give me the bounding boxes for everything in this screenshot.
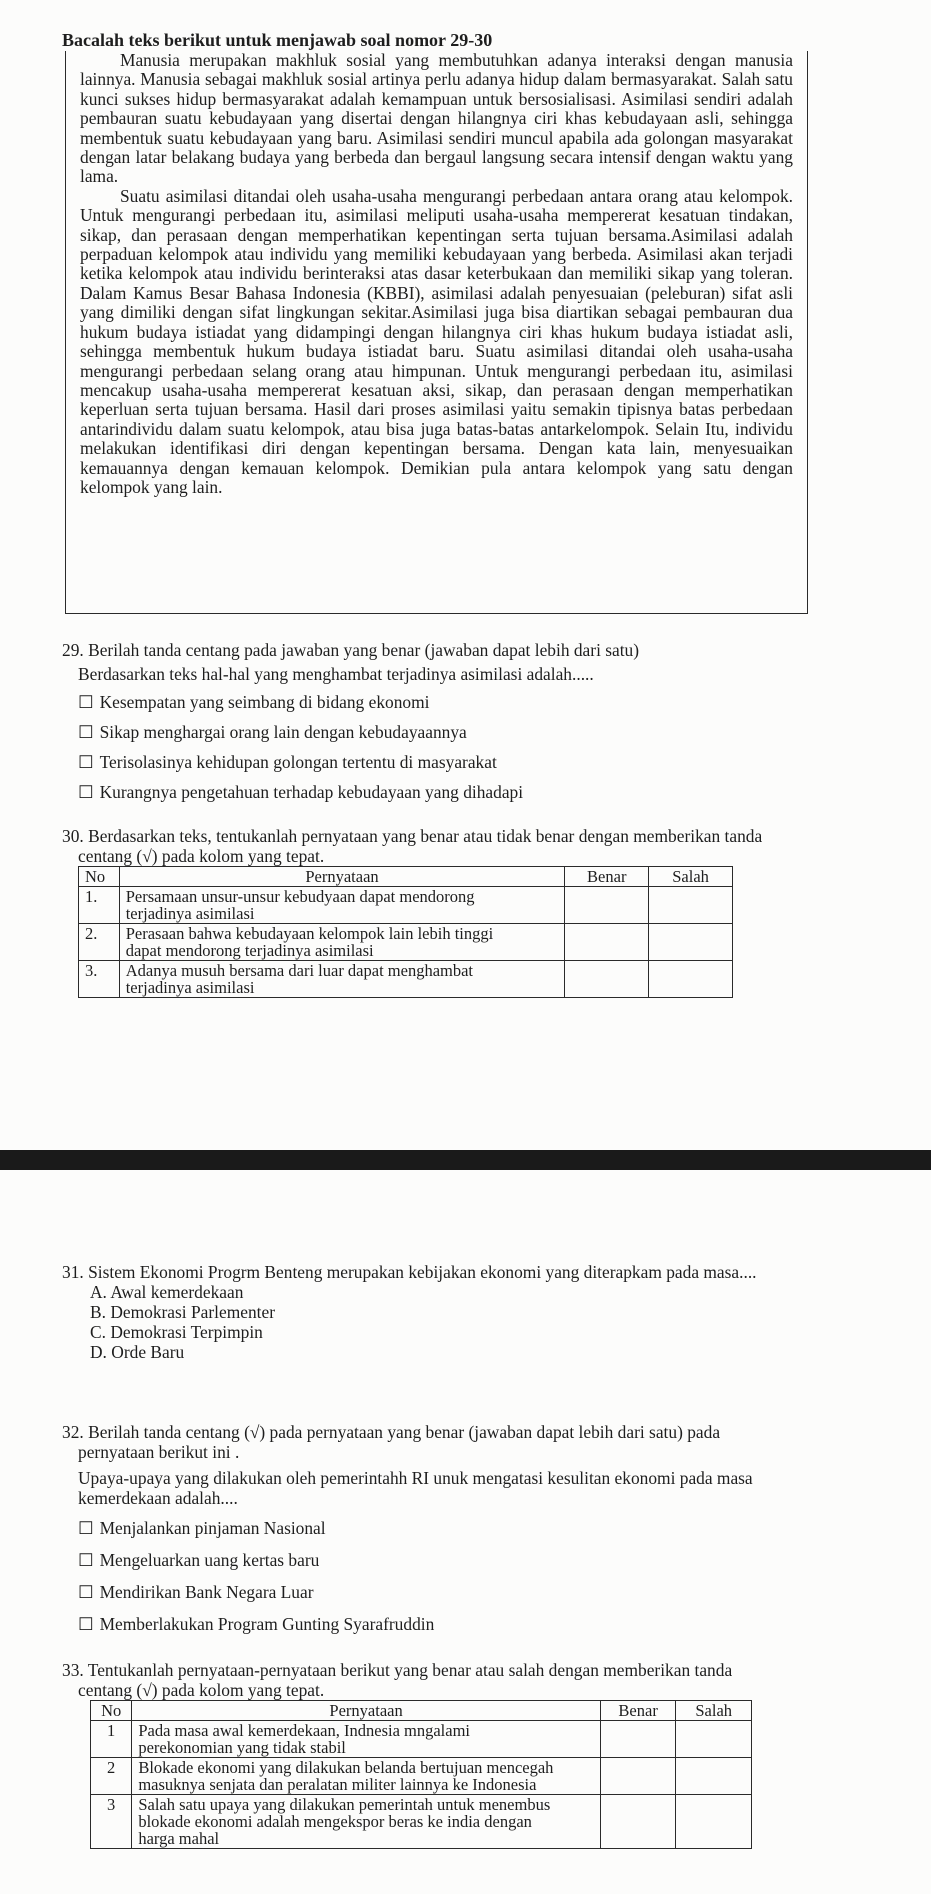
option-label: Awal kemerdekaan [110,1282,244,1302]
question-number: 32. [62,1422,84,1442]
header-true: Benar [565,867,649,887]
q32-option-4[interactable] [78,1614,434,1634]
question-number: 33. [62,1660,84,1680]
option-label: Mendirikan Bank Negara Luar [99,1582,314,1602]
table-row [91,1721,752,1758]
row-statement [132,1795,601,1849]
statement-line: Pada masa awal kemerdekaan, Indnesia mngalami [138,1721,471,1740]
question-number: 30. [62,826,84,846]
q30-table [78,866,733,998]
question-32-text-cont: pernyataan berikut ini . [78,1442,240,1462]
statement-line: terjadinya asimilasi [125,978,255,997]
true-cell[interactable] [600,1721,676,1758]
header-no: No [79,867,120,887]
true-cell[interactable] [565,887,649,924]
q31-option-c[interactable] [90,1322,263,1342]
option-label: Orde Baru [111,1342,185,1362]
statement-line: Persamaan unsur-unsur kebudyaan dapat mendorong [125,887,475,906]
checkbox-icon[interactable]: ☐ [78,1518,94,1538]
row-number: 2. [79,924,120,961]
page-divider [0,1150,931,1170]
passage-box [65,51,808,614]
option-label: Kesempatan yang seimbang di bidang ekonomi [99,692,430,712]
header-statement: Pernyataan [119,867,565,887]
header-statement: Pernyataan [132,1701,601,1721]
statement-line: Blokade ekonomi yang dilakukan belanda bertujuan mencegah [138,1758,554,1777]
passage-paragraph-2: Suatu asimilasi ditandai oleh usaha-usaha mengurangi perbedaan antara orang atau kelompok. Untuk mengurangi perbedaan itu, asimilasi meliputi usaha-usaha mempererat kesatuan tindakan, sikap, dan perasaan dengan memperhatikan kepentingan serta tujuan bersama.Asimilasi adalah perpaduan kelompok atau individu yang memiliki kebudayaan yang berbeda. Asimilasi akan terjadi ketika kelompok atau individu berinteraksi atas dasar keterbukaan dan memiliki sikap yang toleran. Dalam Kamus Besar Bahasa Indonesia (KBBI), asimilasi adalah penyesuaian (peleburan) sifat asli yang dimiliki dengan sifat lingkungan sekitar.Asimilasi juga bisa diartikan sebagai pembauran dua hukum budaya istiadat yang didampingi dengan hilangnya ciri khas hukum budaya istiadat asli, sehingga membentuk hukum budaya istiadat baru. Suatu asimilasi ditandai oleh usaha-usaha mengurangi perbedaan selang orang atau himpunan. Untuk mengurangi perbedaan itu, asimilasi mencakup usaha-usaha mempererat kesatuan aksi, sikap, dan perasaan dengan memperhatikan keperluan serta tujuan bersama. Hasil dari proses asimilasi yaitu semakin tipisnya batas perbedaan antarindividu dalam suatu kelompok, atau bisa juga batas-batas antarkelompok. Selain Itu, individu melakukan identifikasi diri dengan kepentingan bersama. Dengan kata lain, menyesuaikan kemauannya dengan kemauan kelompok. Demikian pula antara kelompok yang satu dengan kelompok yang lain. [80,185,793,497]
q32-option-3[interactable] [78,1582,314,1602]
table-header-row [79,867,733,887]
question-32-stem-1: Upaya-upaya yang dilakukan oleh pemerintahh RI unuk mengatasi kesulitan ekonomi pada masa [78,1468,753,1488]
header-false: Salah [676,1701,752,1721]
checkbox-icon[interactable]: ☐ [78,692,94,712]
false-cell[interactable] [676,1758,752,1795]
row-statement [132,1758,601,1795]
question-text: Tentukanlah pernyataan-pernyataan berikut yang benar atau salah dengan memberikan tanda [87,1660,733,1680]
header-false: Salah [649,867,733,887]
table-header-row [91,1701,752,1721]
row-statement [119,887,565,924]
q31-option-d[interactable] [90,1342,184,1362]
question-31 [62,1262,822,1282]
option-label: Demokrasi Parlementer [110,1302,275,1322]
question-number: 31. [62,1262,84,1282]
q32-option-2[interactable] [78,1550,319,1570]
row-number: 1 [91,1721,132,1758]
passage-instruction: Bacalah teks berikut untuk menjawab soal nomor 29-30 [62,30,493,50]
option-label: Menjalankan pinjaman Nasional [99,1518,326,1538]
checkbox-icon[interactable]: ☐ [78,1550,94,1570]
false-cell[interactable] [676,1721,752,1758]
question-32-stem-2: kemerdekaan adalah.... [78,1488,238,1508]
checkbox-icon[interactable]: ☐ [78,722,94,742]
statement-line: harga mahal [138,1829,220,1848]
row-number: 3. [79,961,120,998]
statement-line: Perasaan bahwa kebudayaan kelompok lain lebih tinggi [125,924,494,943]
checkbox-icon[interactable]: ☐ [78,1582,94,1602]
question-text: Berilah tanda centang pada jawaban yang benar (jawaban dapat lebih dari satu) [88,640,640,660]
option-letter: C. [90,1322,106,1342]
header-no: No [91,1701,132,1721]
statement-line: Adanya musuh bersama dari luar dapat menghambat [125,961,474,980]
row-number: 2 [91,1758,132,1795]
row-statement [119,961,565,998]
statement-line: blokade ekonomi adalah mengekspor beras ke india dengan [138,1812,532,1831]
option-letter: A. [90,1282,107,1302]
q31-option-a[interactable] [90,1282,243,1302]
table-row [91,1758,752,1795]
q32-option-1[interactable] [78,1518,326,1538]
row-number: 3 [91,1795,132,1849]
row-number: 1. [79,887,120,924]
false-cell[interactable] [649,887,733,924]
option-label: Terisolasinya kehidupan golongan tertentu di masyarakat [99,752,497,772]
question-33 [62,1660,822,1680]
checkbox-icon[interactable]: ☐ [78,752,94,772]
q31-option-b[interactable] [90,1302,275,1322]
option-label: Memberlakukan Program Gunting Syarafruddin [99,1614,435,1634]
statement-line: perekonomian yang tidak stabil [138,1738,346,1757]
table-row [91,1795,752,1849]
true-cell[interactable] [600,1758,676,1795]
table-row [79,961,733,998]
question-29-stem: Berdasarkan teks hal-hal yang menghambat terjadinya asimilasi adalah..... [78,664,594,684]
row-statement [132,1721,601,1758]
false-cell[interactable] [649,924,733,961]
true-cell[interactable] [565,924,649,961]
statement-line: Salah satu upaya yang dilakukan pemerintah untuk menembus [138,1795,551,1814]
checkbox-icon[interactable]: ☐ [78,1614,94,1634]
option-label: Kurangnya pengetahuan terhadap kebudayaan yang dihadapi [99,782,524,802]
passage-paragraph-1: Manusia merupakan makhluk sosial yang membutuhkan adanya interaksi dengan manusia lainnya. Manusia sebagai makhluk sosial artinya perlu adanya hidup dalam bermasyarakat. Salah satu kunci sukses hidup bermasyarakat adalah kemampuan untuk bersosialisasi. Asimilasi sendiri adalah pembauran suatu kebudayaan yang disertai dengan hilangnya ciri khas kebudayaan asli, sehingga membentuk suatu kebudayaan yang baru. Asimilasi sendiri muncul apabila ada golongan masyarakat dengan latar belakang budaya yang berbeda dan bergaul langsung secara intensif dengan waktu yang lama. [80,50,793,187]
option-label: Mengeluarkan uang kertas baru [99,1550,320,1570]
statement-line: terjadinya asimilasi [125,904,255,923]
question-32 [62,1422,822,1442]
true-cell[interactable] [565,961,649,998]
option-letter: B. [90,1302,106,1322]
option-label: Demokrasi Terpimpin [110,1322,263,1342]
question-text: Berilah tanda centang (√) pada pernyataan yang benar (jawaban dapat lebih dari satu) pada [88,1422,721,1442]
false-cell[interactable] [676,1795,752,1849]
table-row [79,924,733,961]
statement-line: dapat mendorong terjadinya asimilasi [125,941,374,960]
q33-table [90,1700,752,1849]
option-letter: D. [90,1342,107,1362]
option-label: Sikap menghargai orang lain dengan kebudayaannya [99,722,467,742]
row-statement [119,924,565,961]
question-text: Berdasarkan teks, tentukanlah pernyataan yang benar atau tidak benar dengan memberikan tanda [88,826,763,846]
worksheet-page-2 [0,1170,931,1894]
q29-option-1[interactable] [78,692,429,712]
false-cell[interactable] [649,961,733,998]
header-true: Benar [600,1701,676,1721]
question-33-text-cont: centang (√) pada kolom yang tepat. [78,1680,325,1700]
q29-option-3[interactable] [78,752,497,772]
question-number: 29. [62,640,84,660]
question-30 [62,826,822,846]
statement-line: masuknya senjata dan peralatan militer lainnya ke Indonesia [138,1775,537,1794]
true-cell[interactable] [600,1795,676,1849]
table-row [79,887,733,924]
q29-option-4[interactable] [78,782,523,802]
question-30-text-cont: centang (√) pada kolom yang tepat. [78,846,325,866]
checkbox-icon[interactable]: ☐ [78,782,94,802]
question-text: Sistem Ekonomi Progrm Benteng merupakan kebijakan ekonomi yang diterapkam pada masa.... [88,1262,757,1282]
question-29 [62,640,822,660]
q29-option-2[interactable] [78,722,467,742]
